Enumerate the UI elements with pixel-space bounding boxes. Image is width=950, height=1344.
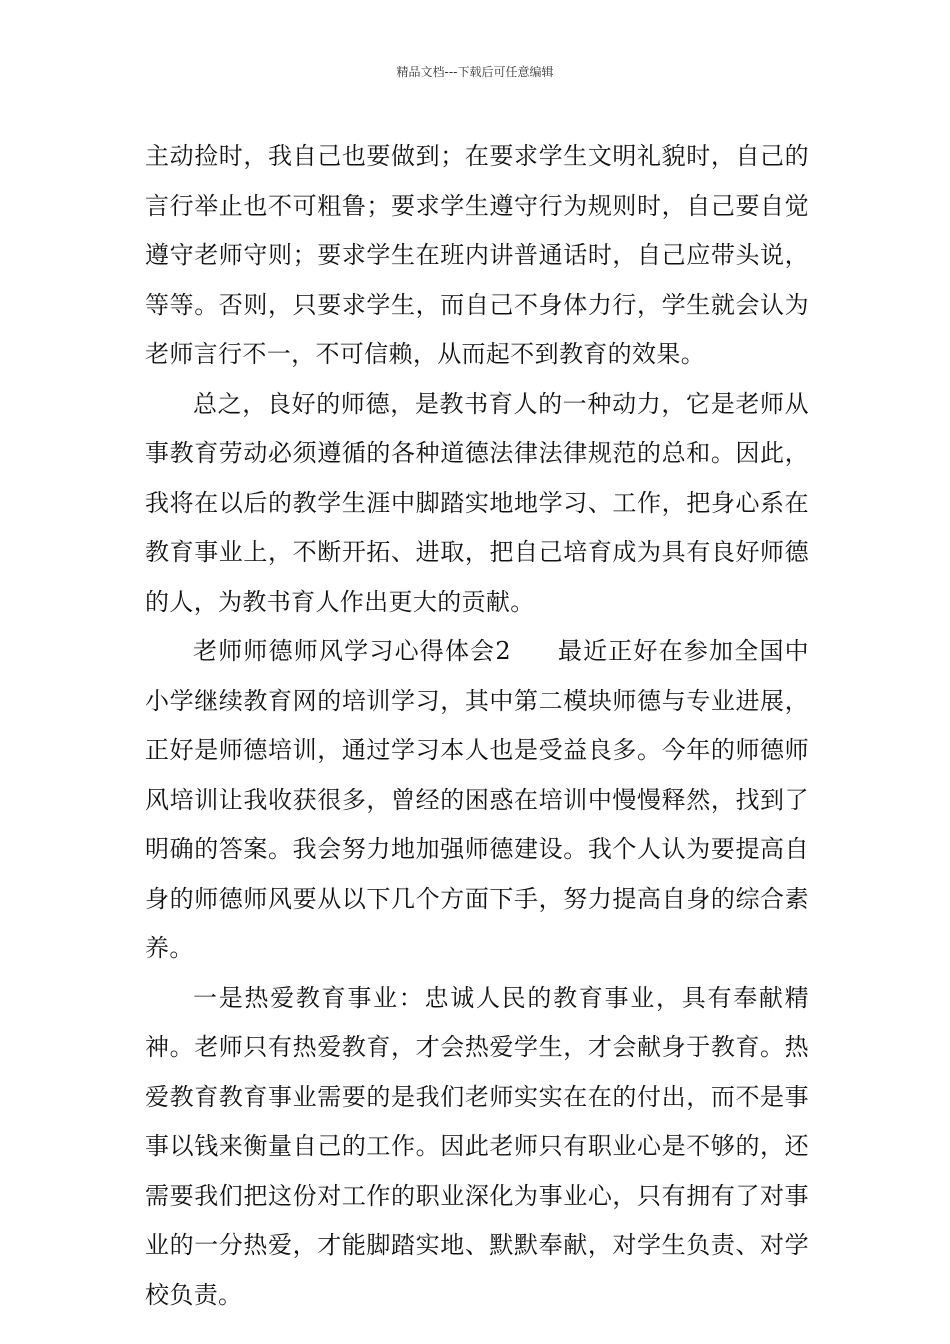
paragraph-continued: 主动捡时，我自己也要做到；在要求学生文明礼貌时，自己的言行举止也不可粗鲁；要求学生遵守行为规则时，自己要自觉遵守老师守则；要求学生在班内讲普通话时，自己应带头说，等等。否则，只要求学生，而自己不身体力行，学生就会认为老师言行不一，不可信赖，从而起不到教育的效果。 bbox=[145, 142, 809, 368]
section-2-body: 最近正好在参加全国中小学继续教育网的培训学习，其中第二模块师德与专业进展，正好是师德培训，通过学习本人也是受益良多。今年的师德师风培训让我收获很多，曾经的困惑在培训中慢慢释然，找到了明确的答案。我会努力地加强师德建设。我个人认为要提高自身的师德师风要从以下几个方面下手，努力提高自身的综合素养。 bbox=[145, 637, 810, 962]
paragraph-conclusion: 总之，良好的师德，是教书育人的一种动力，它是老师从事教育劳动必须遵循的各种道德法律法律规范的总和。因此，我将在以后的教学生涯中脚踏实地地学习、工作，把身心系在教育事业上，不断开拓、进取，把自己培育成为具有良好师德的人，为教书育人作出更大的贡献。 bbox=[145, 389, 809, 616]
paragraph-point-1: 一是热爱教育事业：忠诚人民的教育事业，具有奉献精神。老师只有热爱教育，才会热爱学生，才会献身于教育。热爱教育教育事业需要的是我们老师实实在在的付出，而不是事事以钱来衡量自己的工作。因此老师只有职业心是不够的，还需要我们把这份对工作的职业深化为事业心，只有拥有了对事业的一分热爱，才能脚踏实地、默默奉献，对学生负责、对学校负责。 bbox=[145, 983, 809, 1309]
paragraph-section-2 bbox=[145, 627, 809, 974]
document-body bbox=[145, 132, 809, 1320]
section-heading: 老师师德师风学习心得体会2 bbox=[193, 637, 512, 665]
page-header: 精品文档---下载后可任意编辑 bbox=[396, 65, 554, 79]
